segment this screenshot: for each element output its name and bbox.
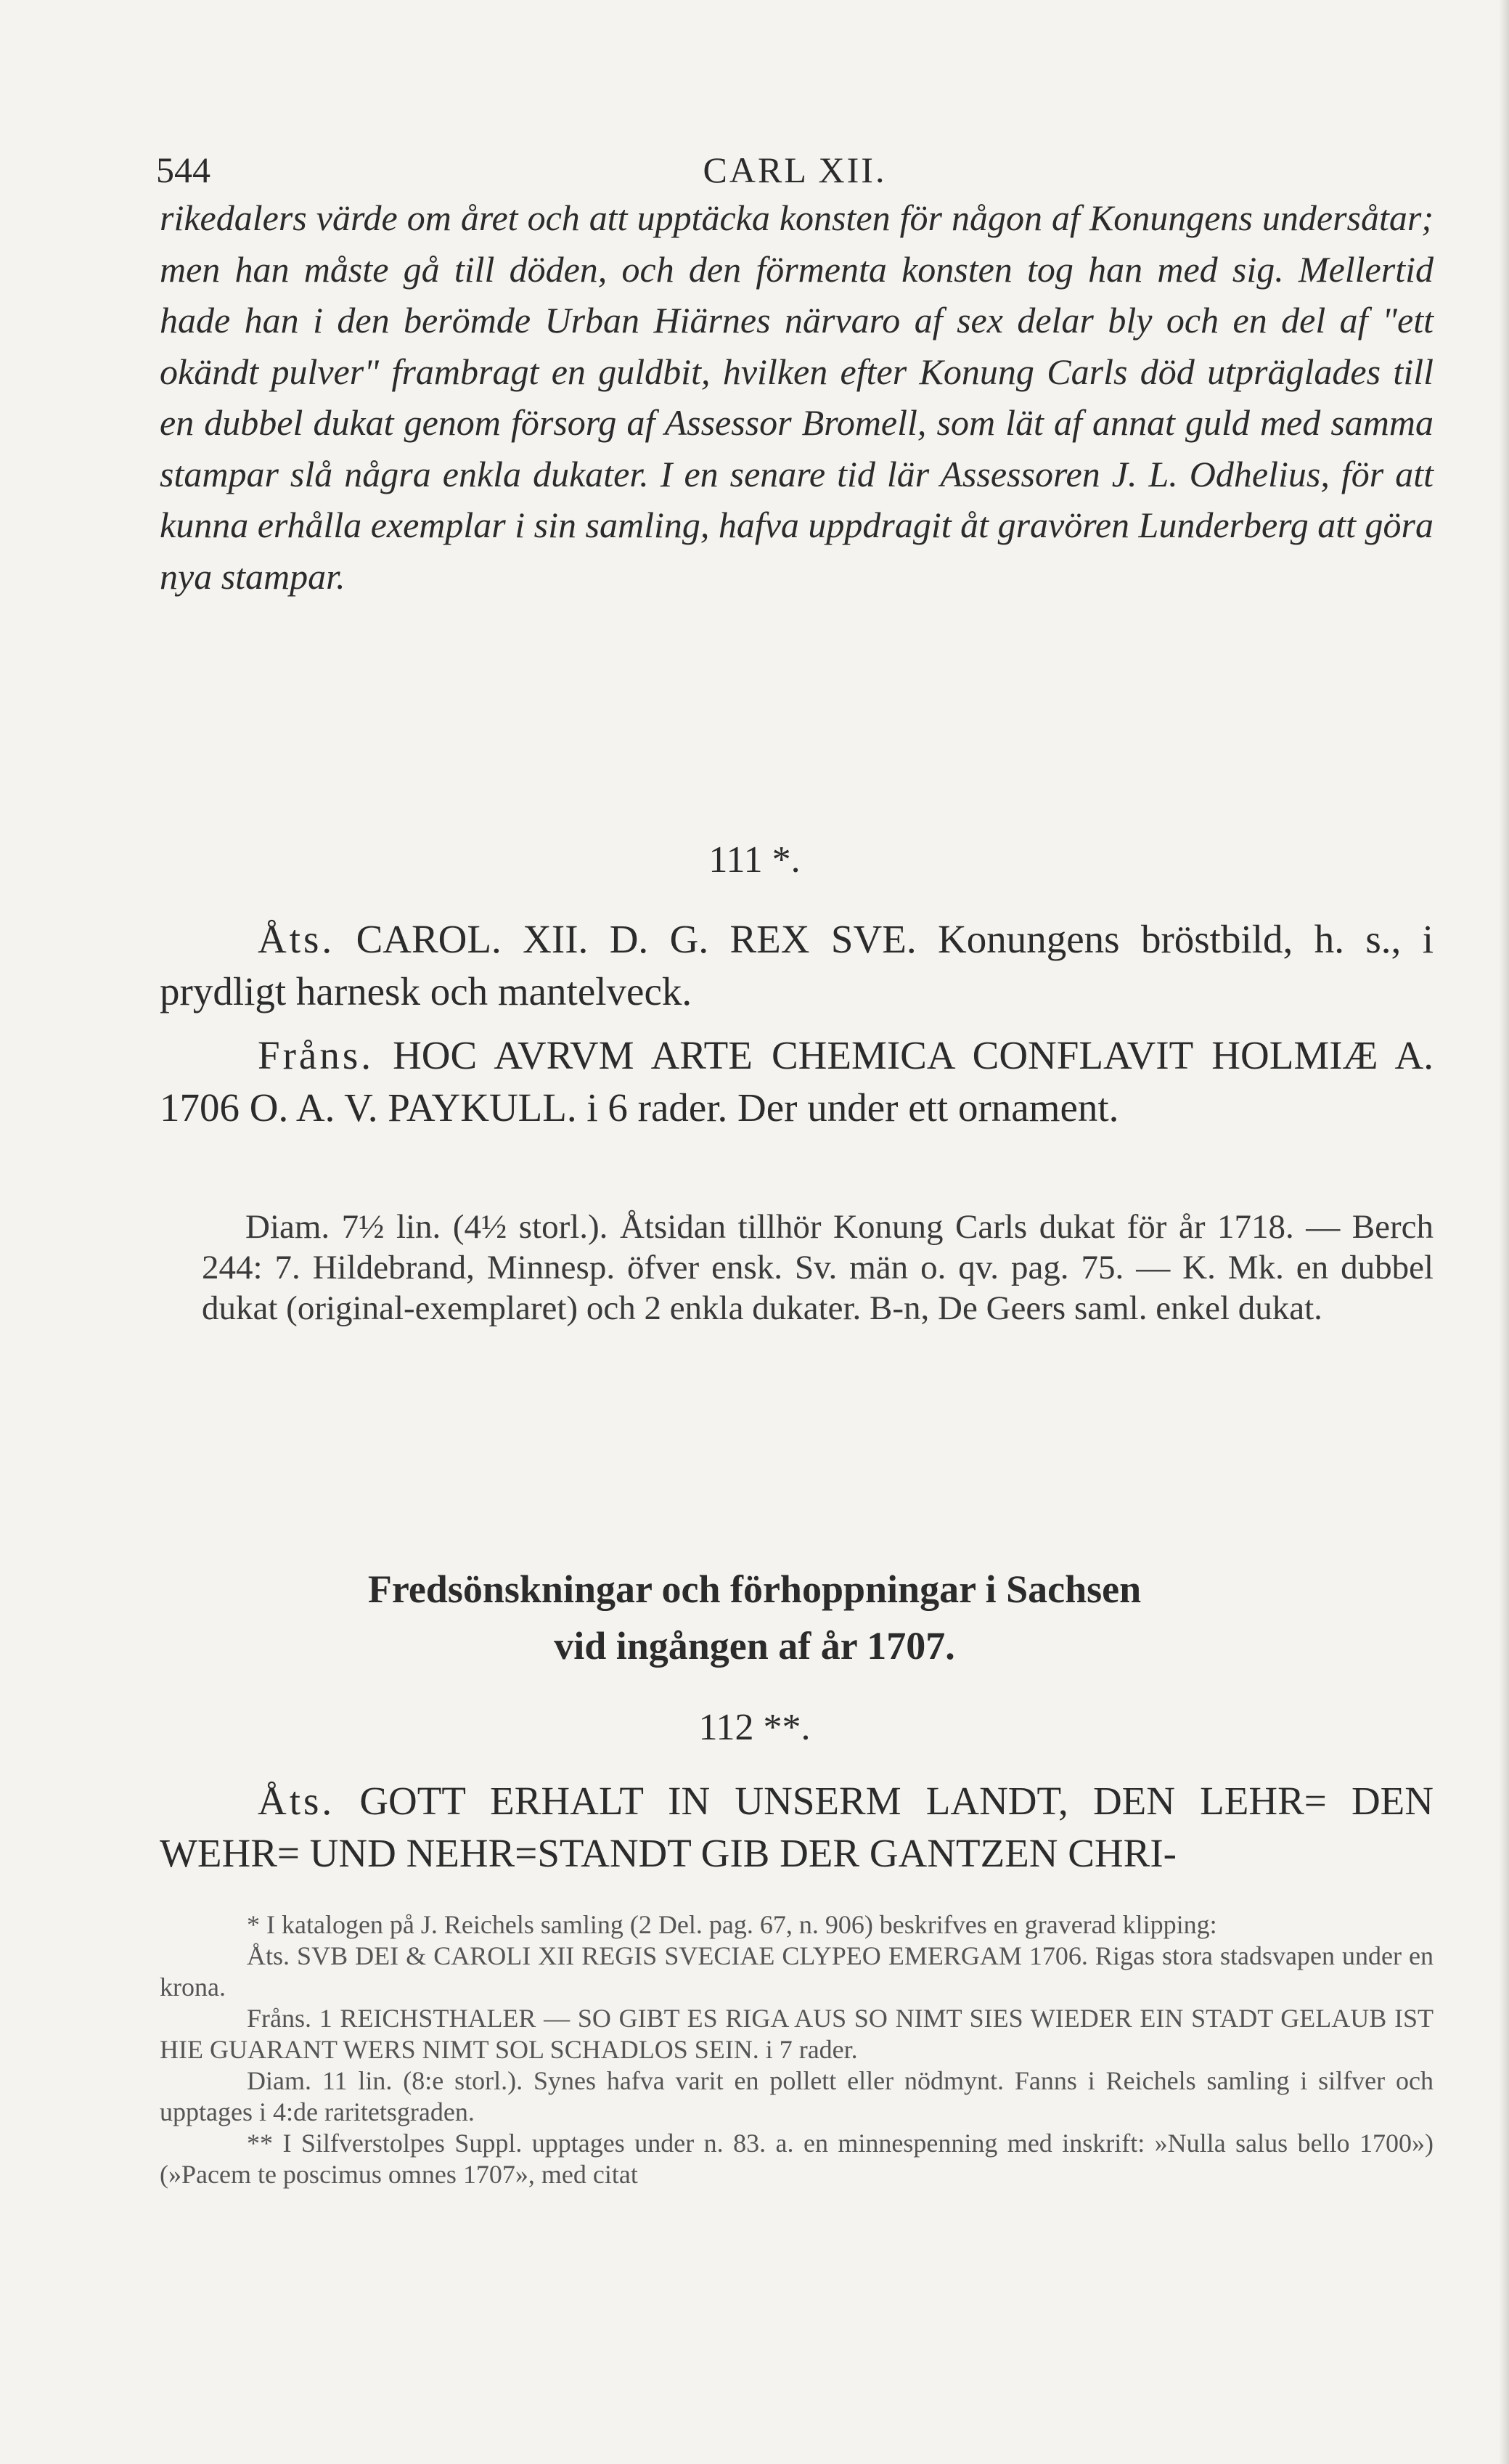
obverse-description: GOTT ERHALT IN UNSERM LANDT, DEN LEHR= DEN WEHR= UND NEHR=STANDT GIB DER GANTZEN CHRI- xyxy=(160,1779,1434,1875)
page-edge-shadow xyxy=(1499,0,1509,2464)
entry-112-obverse xyxy=(160,1775,1434,1880)
section-heading-line-1: Fredsönskningar och förhoppningar i Sachsen xyxy=(367,1567,1142,1611)
obverse-description: CAROL. XII. D. G. REX SVE. Konungens bröstbild, h. s., i prydligt harnesk och mantelveck. xyxy=(160,917,1434,1013)
footnote-1-obverse: Åts. SVB DEI & CAROLI XII REGIS SVECIAE CLYPEO EMERGAM 1706. Rigas stora stadsvapen under en krona. xyxy=(160,1941,1434,2002)
footnote-2: ** I Silfverstolpes Suppl. upptages under n. 83. a. en minnespenning med inskrift: »Nulla salus bello 1700»)(»Pacem te poscimus omnes 1707», med citat xyxy=(160,2129,1434,2189)
running-title: CARL XII. xyxy=(703,150,887,190)
continuation-paragraph: rikedalers värde om året och att upptäcka konsten för någon af Konungens undersåtar; men han måste gå till döden, och den förmenta konsten tog han med sig. Mellertid hade han i den berömde Urban Hiärnes närvaro af sex delar bly och en del af "ett okändt pulver" frambragt en guldbit, hvilken efter Konung Carls död utpräglades till en dubbel dukat genom försorg af Assessor Bromell, som lät af annat guld med samma stampar slå några enkla dukater. I en senare tid lär Assessoren J. L. Odhelius, för att kunna erhålla exemplar i sin samling, hafva uppdragit åt gravören Lunderberg att göra nya stampar. xyxy=(160,197,1434,597)
obverse-label: Åts. xyxy=(258,1779,335,1823)
footnote-1-reverse: Fråns. 1 REICHSTHALER — SO GIBT ES RIGA AUS SO NIMT SIES WIEDER EIN STADT GELAUB IST HIE GUARANT WERS NIMT SOL SCHADLOS SEIN. i 7 rader. xyxy=(160,2004,1434,2064)
footnote-1: * I katalogen på J. Reichels samling (2 Del. pag. 67, n. 906) beskrifves en graverad klipping: xyxy=(247,1910,1217,1939)
entry-111-obverse xyxy=(160,913,1434,1018)
page-number: 544 xyxy=(156,150,210,190)
obverse-label: Åts. xyxy=(258,917,335,961)
section-heading xyxy=(0,1561,1509,1674)
reverse-description: HOC AVRVM ARTE CHEMICA CONFLAVIT HOLMIÆ A. 1706 O. A. V. PAYKULL. i 6 rader. Der under ett ornament. xyxy=(160,1033,1434,1130)
entry-number-112: 112 **. xyxy=(698,1707,811,1748)
footnotes xyxy=(160,1909,1434,2190)
footnote-1-diameter: Diam. 11 lin. (8:e storl.). Synes hafva varit en pollett eller nödmynt. Fanns i Reichels samling i silfver och upptages i 4:de raritetsgraden. xyxy=(160,2066,1434,2126)
entry-number-111: 111 *. xyxy=(708,839,801,881)
entry-111-notes: Diam. 7½ lin. (4½ storl.). Åtsidan tillhör Konung Carls dukat för år 1718. — Berch 244: 7. Hildebrand, Minnesp. öfver ensk. Sv. män o. qv. pag. 75. — K. Mk. en dubbel dukat (original-exemplaret) och 2 enkla dukater. B-n, De Geers saml. enkel dukat. xyxy=(202,1208,1434,1327)
reverse-label: Fråns. xyxy=(258,1033,374,1077)
entry-111-reverse xyxy=(160,1029,1434,1134)
section-heading-line-2: vid ingången af år 1707. xyxy=(554,1624,955,1668)
